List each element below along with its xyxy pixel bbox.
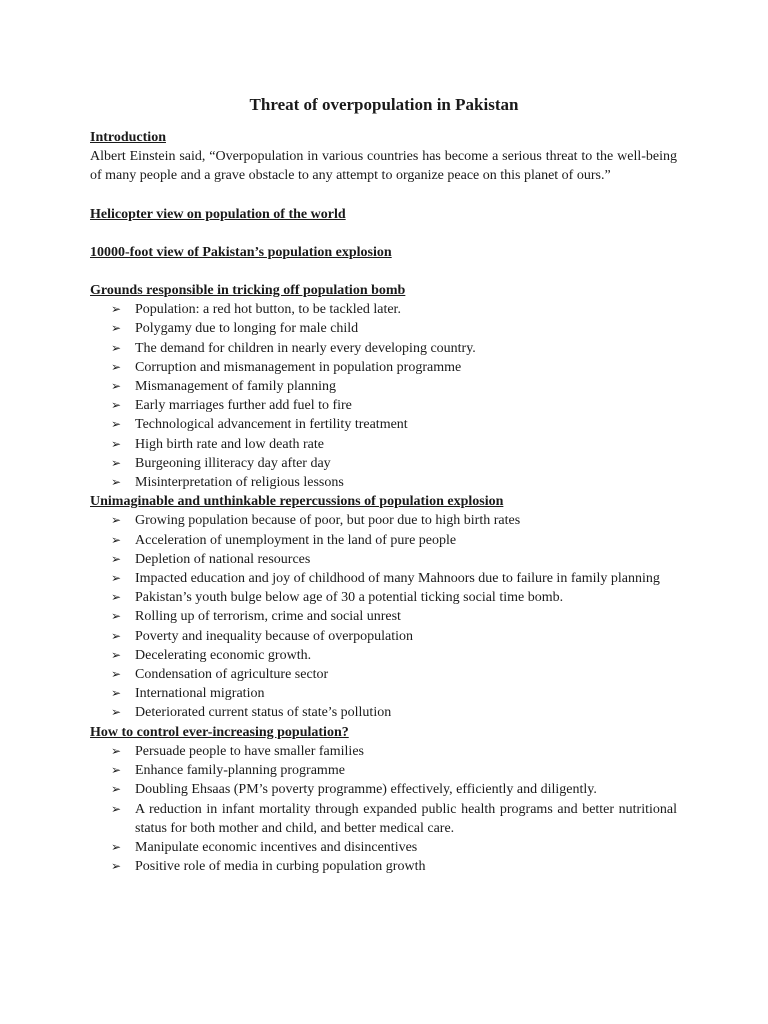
- list-item: [90, 838, 677, 857]
- list-item: [90, 684, 677, 703]
- list-item: [90, 761, 677, 780]
- arrow-bullet-icon: ➢: [111, 647, 122, 662]
- list-item-text: Growing population because of poor, but poor due to high birth rates: [135, 513, 521, 529]
- introduction-paragraph: Albert Einstein said, “Overpopulation in various countries has become a serious threat to the well-being of many people and a grave obstacle to any attempt to organize peace on this planet of ours.”: [90, 149, 677, 184]
- arrow-bullet-icon: ➢: [111, 398, 122, 413]
- list-item-text: Doubling Ehsaas (PM’s poverty programme) effectively, efficiently and diligently.: [135, 782, 597, 798]
- spacer: [90, 186, 677, 205]
- list-item: [90, 550, 677, 569]
- list-item-text: Manipulate economic incentives and disincentives: [135, 839, 418, 855]
- list-item: [90, 665, 677, 684]
- list-item-text: Poverty and inequality because of overpopulation: [135, 628, 413, 644]
- arrow-bullet-icon: ➢: [111, 590, 122, 605]
- list-item-text: Acceleration of unemployment in the land of pure people: [135, 532, 457, 548]
- list-item-text: Impacted education and joy of childhood of many Mahnoors due to failure in family planning: [135, 571, 660, 587]
- arrow-bullet-icon: ➢: [111, 839, 122, 854]
- list-item: [90, 703, 677, 722]
- list-item-text: The demand for children in nearly every developing country.: [135, 340, 476, 356]
- arrow-bullet-icon: ➢: [111, 321, 122, 336]
- arrow-bullet-icon: ➢: [111, 628, 122, 643]
- document-title: Threat of overpopulation in Pakistan: [249, 95, 519, 114]
- list-item-text: A reduction in infant mortality through expanded public health programs and better nutritional status for both mother and child, and better medical care.: [135, 801, 677, 836]
- list-item-text: Population: a red hot button, to be tackled later.: [135, 302, 401, 318]
- list-item: [90, 377, 677, 396]
- list-item: [90, 569, 677, 588]
- list-item: [90, 339, 677, 358]
- arrow-bullet-icon: ➢: [111, 743, 122, 758]
- list-item: [90, 511, 677, 530]
- list-item-text: Polygamy due to longing for male child: [135, 321, 359, 337]
- list-item: [90, 800, 677, 838]
- list-item-text: Condensation of agriculture sector: [135, 667, 329, 683]
- pakistan-view-heading: 10000-foot view of Pakistan’s population explosion: [90, 244, 392, 260]
- list-item: [90, 300, 677, 319]
- list-item: [90, 473, 677, 492]
- arrow-bullet-icon: ➢: [111, 782, 122, 797]
- introduction-heading: Introduction: [90, 130, 166, 145]
- list-item: [90, 857, 677, 876]
- list-item-text: Decelerating economic growth.: [135, 647, 312, 663]
- arrow-bullet-icon: ➢: [111, 340, 122, 355]
- list-item-text: Mismanagement of family planning: [135, 379, 337, 395]
- list-item: [90, 396, 677, 415]
- list-item-text: Technological advancement in fertility treatment: [135, 417, 408, 433]
- arrow-bullet-icon: ➢: [111, 302, 122, 317]
- list-item-text: Early marriages further add fuel to fire: [135, 398, 352, 414]
- arrow-bullet-icon: ➢: [111, 359, 122, 374]
- arrow-bullet-icon: ➢: [111, 686, 122, 701]
- control-heading: How to control ever-increasing population?: [90, 724, 349, 740]
- grounds-list: [90, 300, 677, 492]
- list-item: [90, 358, 677, 377]
- control-list: [90, 742, 677, 876]
- repercussions-list: [90, 511, 677, 722]
- list-item-text: Misinterpretation of religious lessons: [135, 475, 344, 491]
- arrow-bullet-icon: ➢: [111, 551, 122, 566]
- arrow-bullet-icon: ➢: [111, 417, 122, 432]
- list-item: [90, 607, 677, 626]
- arrow-bullet-icon: ➢: [111, 801, 122, 816]
- list-item-text: High birth rate and low death rate: [135, 436, 324, 452]
- spacer: [90, 224, 677, 243]
- repercussions-heading: Unimaginable and unthinkable repercussions of population explosion: [90, 494, 504, 510]
- list-item-text: Pakistan’s youth bulge below age of 30 a potential ticking social time bomb.: [135, 590, 564, 606]
- list-item-text: Enhance family-planning programme: [135, 763, 345, 779]
- arrow-bullet-icon: ➢: [111, 763, 122, 778]
- arrow-bullet-icon: ➢: [111, 436, 122, 451]
- list-item-text: Persuade people to have smaller families: [135, 743, 364, 759]
- arrow-bullet-icon: ➢: [111, 705, 122, 720]
- arrow-bullet-icon: ➢: [111, 379, 122, 394]
- list-item-text: International migration: [135, 686, 265, 702]
- arrow-bullet-icon: ➢: [111, 609, 122, 624]
- list-item: [90, 435, 677, 454]
- arrow-bullet-icon: ➢: [111, 532, 122, 547]
- arrow-bullet-icon: ➢: [111, 859, 122, 874]
- document-body: [90, 128, 677, 876]
- list-item: [90, 415, 677, 434]
- list-item: [90, 531, 677, 550]
- spacer: [90, 262, 677, 281]
- list-item-text: Rolling up of terrorism, crime and social unrest: [135, 609, 401, 625]
- helicopter-view-heading: Helicopter view on population of the world: [90, 206, 346, 222]
- list-item: [90, 588, 677, 607]
- list-item: [90, 319, 677, 338]
- list-item-text: Deteriorated current status of state’s pollution: [135, 705, 392, 721]
- list-item-text: Depletion of national resources: [135, 551, 311, 567]
- list-item-text: Burgeoning illiteracy day after day: [135, 455, 331, 471]
- grounds-heading: Grounds responsible in tricking off population bomb: [90, 283, 406, 299]
- list-item: [90, 780, 677, 799]
- arrow-bullet-icon: ➢: [111, 667, 122, 682]
- list-item: [90, 742, 677, 761]
- arrow-bullet-icon: ➢: [111, 513, 122, 528]
- list-item: [90, 454, 677, 473]
- arrow-bullet-icon: ➢: [111, 475, 122, 490]
- list-item: [90, 627, 677, 646]
- list-item-text: Corruption and mismanagement in population programme: [135, 359, 462, 375]
- arrow-bullet-icon: ➢: [111, 455, 122, 470]
- arrow-bullet-icon: ➢: [111, 571, 122, 586]
- list-item: [90, 646, 677, 665]
- list-item-text: Positive role of media in curbing population growth: [135, 859, 426, 875]
